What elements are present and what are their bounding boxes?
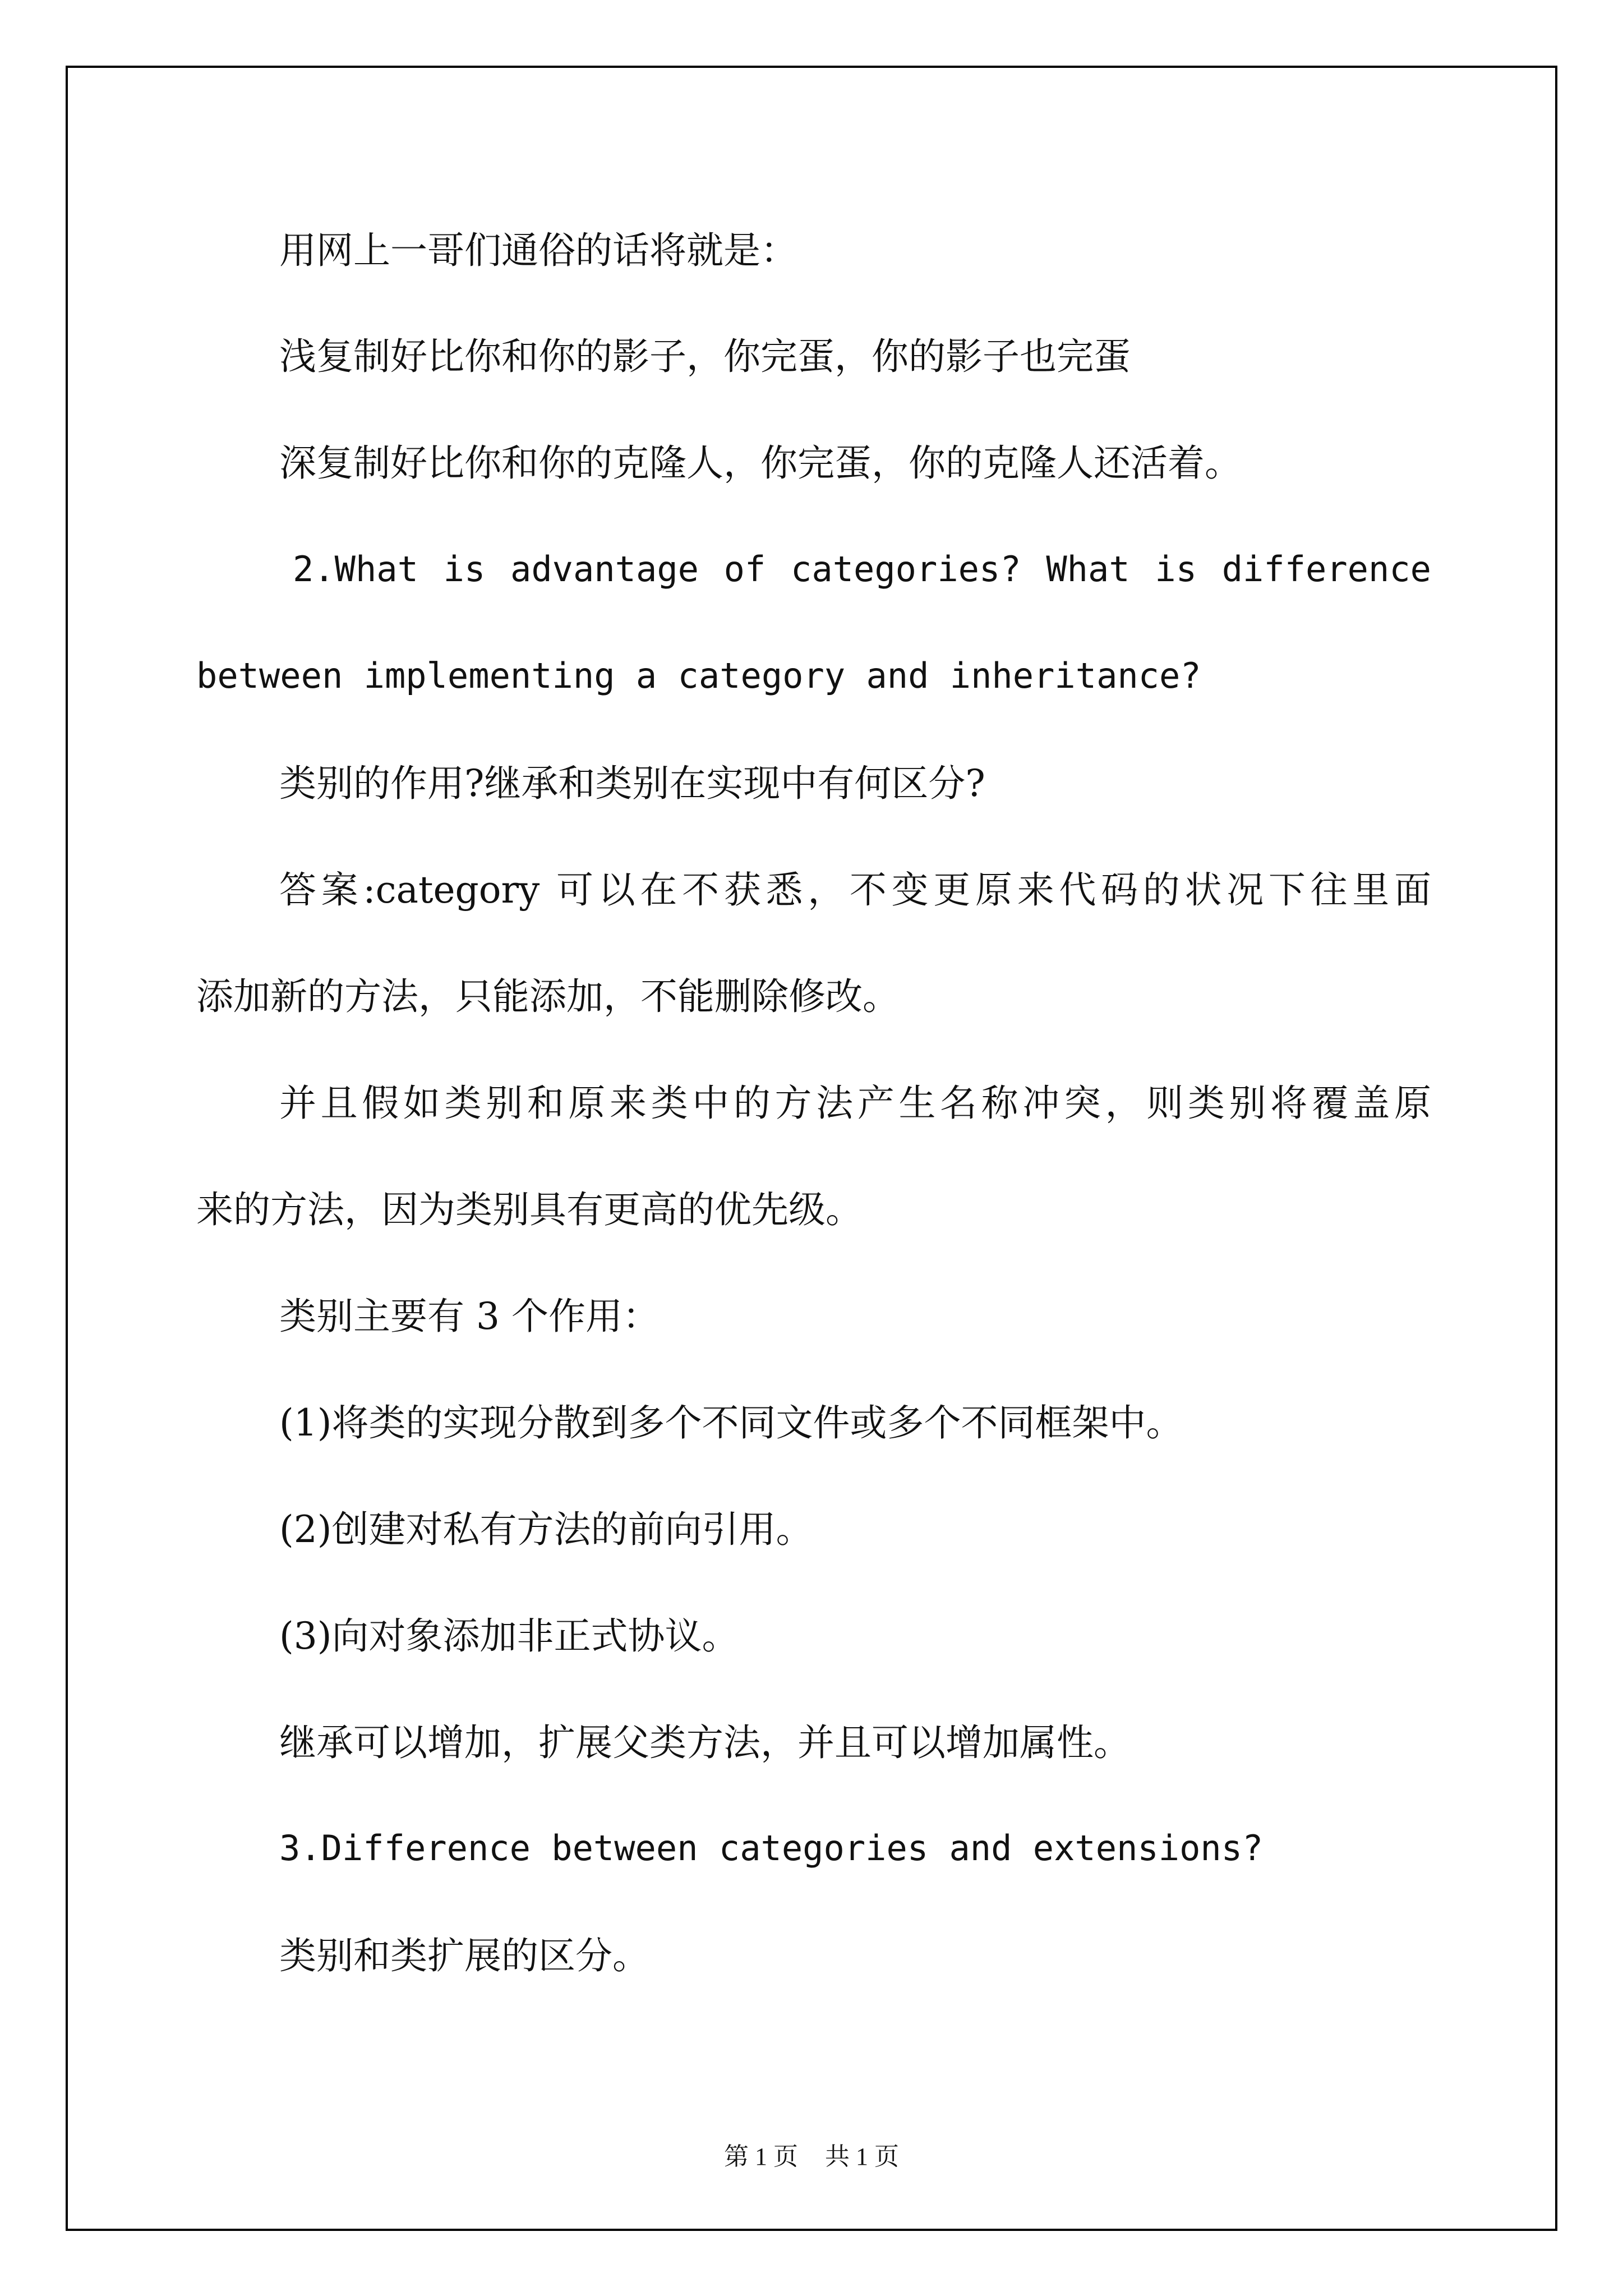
- paragraph-9: 继承可以增加，扩展父类方法，并且可以增加属性。: [279, 1721, 1131, 1764]
- page-border: [66, 66, 1557, 2231]
- page-total: 共 1 页: [825, 2143, 899, 2170]
- page-number: 第 1 页: [724, 2143, 798, 2170]
- paragraph-7-line-2: 来的方法，因为类别具有更高的优先级。: [196, 1188, 863, 1231]
- paragraph-4-line-2: between implementing a category and inheritance?: [196, 655, 1201, 696]
- list-item-1: (1)将类的实现分散到多个不同文件或多个不同框架中。: [279, 1401, 1183, 1444]
- paragraph-1: 用网上一哥们通俗的话将就是：: [279, 229, 797, 272]
- paragraph-6-line-2: 添加新的方法，只能添加，不能删除修改。: [196, 975, 900, 1018]
- paragraph-7-line-1: 并且假如类别和原来类中的方法产生名称冲突，则类别将覆盖原: [279, 1082, 1431, 1125]
- paragraph-4-line-1: 2.What is advantage of categories? What is difference: [293, 549, 1431, 590]
- paragraph-10: 3.Difference between categories and extensions?: [279, 1828, 1264, 1869]
- paragraph-5: 类别的作用?继承和类别在实现中有何区分?: [279, 762, 985, 805]
- list-item-2: (2)创建对私有方法的前向引用。: [279, 1508, 813, 1551]
- page-footer: [0, 2136, 1623, 2172]
- paragraph-11: 类别和类扩展的区分。: [279, 1934, 649, 1977]
- list-item-3: (3)向对象添加非正式协议。: [279, 1614, 739, 1658]
- paragraph-2: 浅复制好比你和你的影子，你完蛋，你的影子也完蛋: [279, 335, 1131, 378]
- paragraph-8: 类别主要有 3 个作用：: [279, 1295, 660, 1338]
- paragraph-3: 深复制好比你和你的克隆人，你完蛋，你的克隆人还活着。: [279, 441, 1242, 485]
- paragraph-6-line-1: 答案:category 可以在不获悉，不变更原来代码的状况下往里面: [279, 868, 1431, 912]
